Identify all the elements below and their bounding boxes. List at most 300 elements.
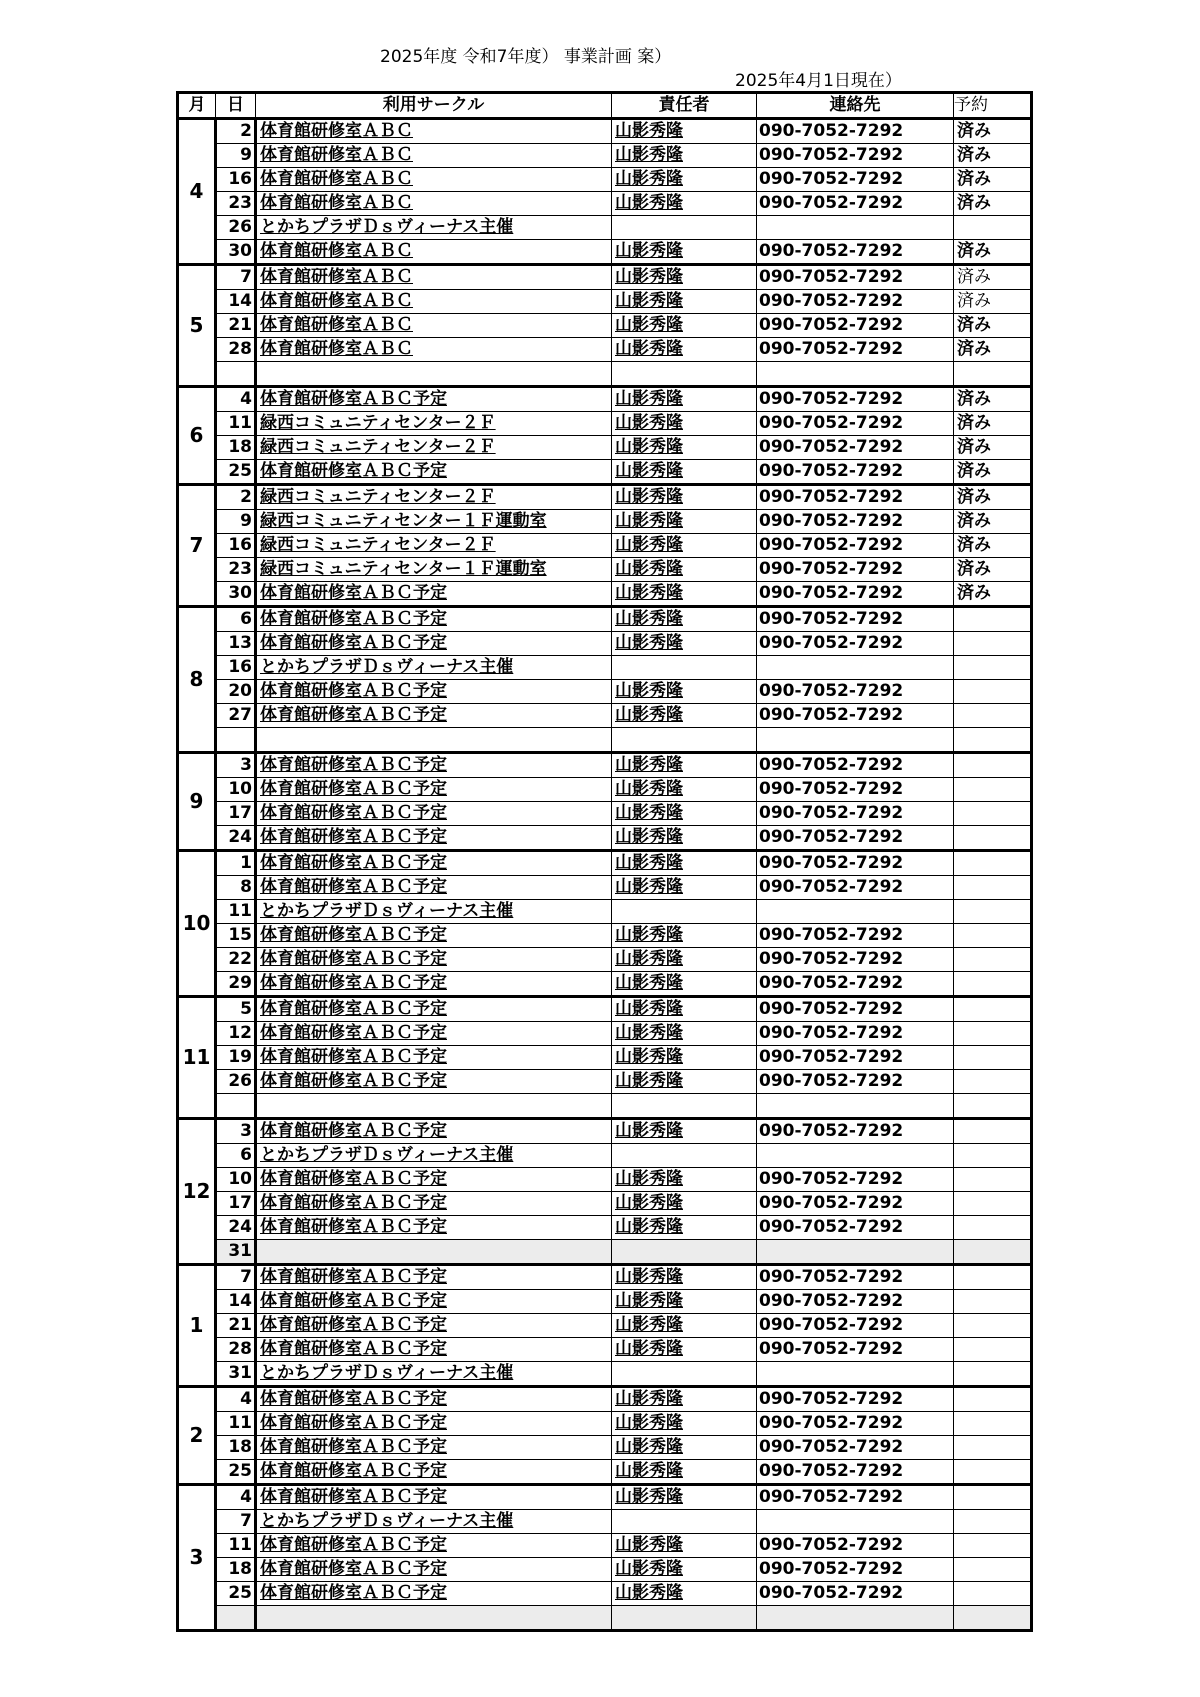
contact-cell: 090-7052-7292 <box>757 704 954 728</box>
reserve-cell <box>954 876 1032 900</box>
reserve-cell <box>954 1046 1032 1070</box>
circle-cell: 体育館研修室ＡＢＣ <box>256 290 612 314</box>
contact-cell <box>757 216 954 240</box>
day-cell <box>216 728 256 753</box>
circle-cell: 体育館研修室ＡＢＣ予定 <box>256 1436 612 1460</box>
contact-cell: 090-7052-7292 <box>757 1046 954 1070</box>
document-title: 2025年度 令和7年度） 事業計画 案） <box>380 47 672 67</box>
person-cell <box>612 1240 757 1265</box>
circle-cell: 体育館研修室ＡＢＣ予定 <box>256 1534 612 1558</box>
circle-cell: 体育館研修室ＡＢＣ予定 <box>256 1022 612 1046</box>
day-cell: 7 <box>216 265 256 290</box>
circle-cell: 体育館研修室ＡＢＣ予定 <box>256 753 612 778</box>
reserve-cell <box>954 607 1032 632</box>
schedule-body <box>178 119 1032 1631</box>
reserve-cell <box>954 997 1032 1022</box>
person-cell: 山影秀隆 <box>612 1022 757 1046</box>
day-cell: 18 <box>216 1558 256 1582</box>
circle-cell: 緑西コミュニティセンター１Ｆ運動室 <box>256 558 612 582</box>
circle-cell: 体育館研修室ＡＢＣ <box>256 240 612 265</box>
day-cell: 31 <box>216 1362 256 1387</box>
person-cell: 山影秀隆 <box>612 1314 757 1338</box>
day-cell: 28 <box>216 1338 256 1362</box>
table-row <box>178 851 1032 876</box>
person-cell: 山影秀隆 <box>612 460 757 485</box>
table-row <box>178 1144 1032 1168</box>
table-row <box>178 1582 1032 1606</box>
table-row <box>178 826 1032 851</box>
contact-cell: 090-7052-7292 <box>757 948 954 972</box>
reserve-cell <box>954 1485 1032 1510</box>
day-cell <box>216 1606 256 1631</box>
table-row <box>178 290 1032 314</box>
person-cell: 山影秀隆 <box>612 338 757 362</box>
table-row <box>178 1362 1032 1387</box>
day-cell: 14 <box>216 1290 256 1314</box>
circle-cell: 体育館研修室ＡＢＣ予定 <box>256 1265 612 1290</box>
contact-cell: 090-7052-7292 <box>757 826 954 851</box>
day-cell: 9 <box>216 144 256 168</box>
person-cell: 山影秀隆 <box>612 485 757 510</box>
reserve-cell: 済み <box>954 582 1032 607</box>
contact-cell: 090-7052-7292 <box>757 1192 954 1216</box>
reserve-cell <box>954 362 1032 387</box>
contact-cell <box>757 1510 954 1534</box>
table-row <box>178 1387 1032 1412</box>
day-cell: 27 <box>216 704 256 728</box>
reserve-cell <box>954 1240 1032 1265</box>
contact-cell: 090-7052-7292 <box>757 1119 954 1144</box>
day-cell: 12 <box>216 1022 256 1046</box>
contact-cell: 090-7052-7292 <box>757 436 954 460</box>
contact-cell: 090-7052-7292 <box>757 753 954 778</box>
reserve-cell: 済み <box>954 436 1032 460</box>
circle-cell: 体育館研修室ＡＢＣ <box>256 119 612 144</box>
circle-cell: 体育館研修室ＡＢＣ <box>256 168 612 192</box>
reserve-cell: 済み <box>954 387 1032 412</box>
table-row <box>178 412 1032 436</box>
contact-cell: 090-7052-7292 <box>757 1582 954 1606</box>
circle-cell: 体育館研修室ＡＢＣ予定 <box>256 1485 612 1510</box>
circle-cell: 体育館研修室ＡＢＣ予定 <box>256 997 612 1022</box>
circle-cell: 体育館研修室ＡＢＣ予定 <box>256 1338 612 1362</box>
contact-cell: 090-7052-7292 <box>757 240 954 265</box>
table-row <box>178 558 1032 582</box>
contact-cell: 090-7052-7292 <box>757 778 954 802</box>
reserve-cell <box>954 1412 1032 1436</box>
contact-cell: 090-7052-7292 <box>757 924 954 948</box>
table-row <box>178 387 1032 412</box>
header-day: 日 <box>216 93 256 119</box>
circle-cell: 緑西コミュニティセンター１Ｆ運動室 <box>256 510 612 534</box>
contact-cell: 090-7052-7292 <box>757 582 954 607</box>
day-cell: 28 <box>216 338 256 362</box>
person-cell: 山影秀隆 <box>612 1119 757 1144</box>
table-row <box>178 1436 1032 1460</box>
circle-cell: 体育館研修室ＡＢＣ予定 <box>256 778 612 802</box>
reserve-cell <box>954 1022 1032 1046</box>
table-row <box>178 1265 1032 1290</box>
month-cell: 3 <box>178 1485 216 1631</box>
reserve-cell <box>954 778 1032 802</box>
circle-cell <box>256 362 612 387</box>
table-row <box>178 900 1032 924</box>
person-cell: 山影秀隆 <box>612 948 757 972</box>
day-cell: 25 <box>216 460 256 485</box>
table-row <box>178 192 1032 216</box>
table-row <box>178 534 1032 558</box>
day-cell: 11 <box>216 412 256 436</box>
circle-cell: 体育館研修室ＡＢＣ予定 <box>256 876 612 900</box>
day-cell: 11 <box>216 900 256 924</box>
table-row <box>178 1046 1032 1070</box>
person-cell: 山影秀隆 <box>612 387 757 412</box>
circle-cell: 体育館研修室ＡＢＣ予定 <box>256 1168 612 1192</box>
reserve-cell: 済み <box>954 144 1032 168</box>
table-row <box>178 680 1032 704</box>
circle-cell: 体育館研修室ＡＢＣ予定 <box>256 924 612 948</box>
contact-cell: 090-7052-7292 <box>757 1314 954 1338</box>
table-row <box>178 632 1032 656</box>
contact-cell: 090-7052-7292 <box>757 680 954 704</box>
day-cell: 2 <box>216 119 256 144</box>
month-cell: 12 <box>178 1119 216 1265</box>
circle-cell: 体育館研修室ＡＢＣ予定 <box>256 1192 612 1216</box>
reserve-cell <box>954 1510 1032 1534</box>
day-cell: 3 <box>216 753 256 778</box>
person-cell <box>612 1510 757 1534</box>
circle-cell: 体育館研修室ＡＢＣ予定 <box>256 1070 612 1094</box>
table-row <box>178 1485 1032 1510</box>
reserve-cell <box>954 1558 1032 1582</box>
circle-cell: 体育館研修室ＡＢＣ予定 <box>256 1582 612 1606</box>
contact-cell: 090-7052-7292 <box>757 1338 954 1362</box>
reserve-cell: 済み <box>954 290 1032 314</box>
person-cell: 山影秀隆 <box>612 1485 757 1510</box>
day-cell: 26 <box>216 1070 256 1094</box>
reserve-cell: 済み <box>954 265 1032 290</box>
circle-cell: 体育館研修室ＡＢＣ予定 <box>256 802 612 826</box>
reserve-cell <box>954 1168 1032 1192</box>
circle-cell <box>256 728 612 753</box>
header-person: 責任者 <box>612 93 757 119</box>
circle-cell: 体育館研修室ＡＢＣ予定 <box>256 1314 612 1338</box>
table-row <box>178 436 1032 460</box>
person-cell: 山影秀隆 <box>612 851 757 876</box>
table-row <box>178 1412 1032 1436</box>
day-cell: 8 <box>216 876 256 900</box>
person-cell: 山影秀隆 <box>612 558 757 582</box>
day-cell: 17 <box>216 802 256 826</box>
circle-cell: 体育館研修室ＡＢＣ予定 <box>256 1290 612 1314</box>
day-cell: 26 <box>216 216 256 240</box>
header-circle: 利用サークル <box>256 93 612 119</box>
reserve-cell: 済み <box>954 119 1032 144</box>
reserve-cell <box>954 216 1032 240</box>
person-cell: 山影秀隆 <box>612 1534 757 1558</box>
circle-cell: 体育館研修室ＡＢＣ予定 <box>256 1412 612 1436</box>
table-row <box>178 704 1032 728</box>
month-cell: 10 <box>178 851 216 997</box>
day-cell: 24 <box>216 1216 256 1240</box>
table-row <box>178 216 1032 240</box>
table-row <box>178 362 1032 387</box>
person-cell: 山影秀隆 <box>612 1338 757 1362</box>
contact-cell: 090-7052-7292 <box>757 558 954 582</box>
table-row <box>178 1192 1032 1216</box>
person-cell: 山影秀隆 <box>612 1216 757 1240</box>
contact-cell: 090-7052-7292 <box>757 290 954 314</box>
person-cell: 山影秀隆 <box>612 607 757 632</box>
person-cell <box>612 1144 757 1168</box>
contact-cell <box>757 1606 954 1631</box>
day-cell: 17 <box>216 1192 256 1216</box>
circle-cell: 体育館研修室ＡＢＣ予定 <box>256 1119 612 1144</box>
contact-cell: 090-7052-7292 <box>757 1534 954 1558</box>
day-cell: 2 <box>216 485 256 510</box>
reserve-cell <box>954 632 1032 656</box>
day-cell: 4 <box>216 1485 256 1510</box>
reserve-cell <box>954 1436 1032 1460</box>
day-cell: 7 <box>216 1510 256 1534</box>
header-row <box>178 93 1032 119</box>
table-row <box>178 1460 1032 1485</box>
table-row <box>178 802 1032 826</box>
day-cell: 19 <box>216 1046 256 1070</box>
reserve-cell <box>954 728 1032 753</box>
person-cell: 山影秀隆 <box>612 1046 757 1070</box>
contact-cell: 090-7052-7292 <box>757 876 954 900</box>
contact-cell: 090-7052-7292 <box>757 972 954 997</box>
person-cell <box>612 362 757 387</box>
table-row <box>178 753 1032 778</box>
reserve-cell <box>954 1094 1032 1119</box>
reserve-cell <box>954 802 1032 826</box>
person-cell: 山影秀隆 <box>612 1265 757 1290</box>
contact-cell <box>757 900 954 924</box>
person-cell: 山影秀隆 <box>612 1290 757 1314</box>
person-cell: 山影秀隆 <box>612 1168 757 1192</box>
person-cell <box>612 1606 757 1631</box>
circle-cell: とかちプラザＤｓヴィーナス主催 <box>256 656 612 680</box>
header-contact: 連絡先 <box>757 93 954 119</box>
contact-cell: 090-7052-7292 <box>757 485 954 510</box>
reserve-cell: 済み <box>954 485 1032 510</box>
circle-cell: とかちプラザＤｓヴィーナス主催 <box>256 216 612 240</box>
person-cell: 山影秀隆 <box>612 924 757 948</box>
circle-cell: 体育館研修室ＡＢＣ予定 <box>256 1460 612 1485</box>
person-cell: 山影秀隆 <box>612 1582 757 1606</box>
circle-cell: とかちプラザＤｓヴィーナス主催 <box>256 1362 612 1387</box>
day-cell: 18 <box>216 1436 256 1460</box>
reserve-cell <box>954 900 1032 924</box>
reserve-cell: 済み <box>954 168 1032 192</box>
day-cell: 16 <box>216 534 256 558</box>
contact-cell: 090-7052-7292 <box>757 1460 954 1485</box>
table-row <box>178 997 1032 1022</box>
circle-cell: 体育館研修室ＡＢＣ <box>256 265 612 290</box>
contact-cell <box>757 1094 954 1119</box>
reserve-cell: 済み <box>954 510 1032 534</box>
circle-cell <box>256 1094 612 1119</box>
contact-cell: 090-7052-7292 <box>757 1387 954 1412</box>
contact-cell: 090-7052-7292 <box>757 1265 954 1290</box>
reserve-cell: 済み <box>954 460 1032 485</box>
contact-cell: 090-7052-7292 <box>757 1558 954 1582</box>
person-cell: 山影秀隆 <box>612 265 757 290</box>
person-cell: 山影秀隆 <box>612 582 757 607</box>
day-cell: 30 <box>216 240 256 265</box>
table-row <box>178 924 1032 948</box>
day-cell: 25 <box>216 1582 256 1606</box>
person-cell: 山影秀隆 <box>612 1436 757 1460</box>
table-row <box>178 607 1032 632</box>
circle-cell: 体育館研修室ＡＢＣ <box>256 314 612 338</box>
reserve-cell <box>954 1460 1032 1485</box>
contact-cell <box>757 362 954 387</box>
table-row <box>178 1534 1032 1558</box>
circle-cell: 体育館研修室ＡＢＣ予定 <box>256 387 612 412</box>
contact-cell: 090-7052-7292 <box>757 314 954 338</box>
reserve-cell <box>954 1338 1032 1362</box>
day-cell <box>216 1094 256 1119</box>
circle-cell: 体育館研修室ＡＢＣ予定 <box>256 632 612 656</box>
reserve-cell <box>954 1290 1032 1314</box>
day-cell: 9 <box>216 510 256 534</box>
reserve-cell: 済み <box>954 534 1032 558</box>
day-cell: 10 <box>216 778 256 802</box>
table-row <box>178 778 1032 802</box>
circle-cell: 体育館研修室ＡＢＣ予定 <box>256 460 612 485</box>
table-row <box>178 485 1032 510</box>
month-cell: 9 <box>178 753 216 851</box>
contact-cell <box>757 1144 954 1168</box>
header-reserve: 予約 <box>954 93 1032 119</box>
reserve-cell <box>954 1534 1032 1558</box>
contact-cell: 090-7052-7292 <box>757 632 954 656</box>
table-row <box>178 1606 1032 1631</box>
reserve-cell: 済み <box>954 558 1032 582</box>
table-row <box>178 1240 1032 1265</box>
contact-cell: 090-7052-7292 <box>757 1022 954 1046</box>
day-cell: 4 <box>216 387 256 412</box>
contact-cell: 090-7052-7292 <box>757 168 954 192</box>
person-cell: 山影秀隆 <box>612 412 757 436</box>
day-cell <box>216 362 256 387</box>
person-cell: 山影秀隆 <box>612 778 757 802</box>
table-row <box>178 972 1032 997</box>
month-cell: 7 <box>178 485 216 607</box>
day-cell: 16 <box>216 656 256 680</box>
table-row <box>178 1094 1032 1119</box>
circle-cell: とかちプラザＤｓヴィーナス主催 <box>256 900 612 924</box>
table-row <box>178 876 1032 900</box>
reserve-cell <box>954 1119 1032 1144</box>
reserve-cell <box>954 1606 1032 1631</box>
month-cell: 11 <box>178 997 216 1119</box>
reserve-cell: 済み <box>954 412 1032 436</box>
contact-cell: 090-7052-7292 <box>757 387 954 412</box>
table-row <box>178 119 1032 144</box>
circle-cell: 体育館研修室ＡＢＣ予定 <box>256 704 612 728</box>
circle-cell: 体育館研修室ＡＢＣ予定 <box>256 948 612 972</box>
circle-cell: 体育館研修室ＡＢＣ <box>256 144 612 168</box>
reserve-cell <box>954 1314 1032 1338</box>
table-row <box>178 265 1032 290</box>
person-cell: 山影秀隆 <box>612 436 757 460</box>
person-cell: 山影秀隆 <box>612 144 757 168</box>
day-cell: 16 <box>216 168 256 192</box>
reserve-cell <box>954 1192 1032 1216</box>
table-row <box>178 1022 1032 1046</box>
person-cell: 山影秀隆 <box>612 1387 757 1412</box>
table-row <box>178 728 1032 753</box>
day-cell: 24 <box>216 826 256 851</box>
contact-cell: 090-7052-7292 <box>757 997 954 1022</box>
day-cell: 11 <box>216 1412 256 1436</box>
table-row <box>178 1510 1032 1534</box>
contact-cell: 090-7052-7292 <box>757 607 954 632</box>
table-row <box>178 338 1032 362</box>
person-cell: 山影秀隆 <box>612 753 757 778</box>
day-cell: 5 <box>216 997 256 1022</box>
person-cell: 山影秀隆 <box>612 802 757 826</box>
table-row <box>178 948 1032 972</box>
table-row <box>178 144 1032 168</box>
circle-cell: 体育館研修室ＡＢＣ予定 <box>256 1216 612 1240</box>
person-cell: 山影秀隆 <box>612 1460 757 1485</box>
as-of-date: 2025年4月1日現在） <box>735 71 902 91</box>
day-cell: 18 <box>216 436 256 460</box>
table-row <box>178 1290 1032 1314</box>
day-cell: 21 <box>216 1314 256 1338</box>
person-cell <box>612 216 757 240</box>
circle-cell: 体育館研修室ＡＢＣ <box>256 338 612 362</box>
table-row <box>178 1338 1032 1362</box>
circle-cell: 体育館研修室ＡＢＣ予定 <box>256 972 612 997</box>
day-cell: 14 <box>216 290 256 314</box>
day-cell: 21 <box>216 314 256 338</box>
person-cell: 山影秀隆 <box>612 997 757 1022</box>
day-cell: 25 <box>216 1460 256 1485</box>
table-row <box>178 1216 1032 1240</box>
circle-cell: とかちプラザＤｓヴィーナス主催 <box>256 1144 612 1168</box>
month-cell: 1 <box>178 1265 216 1387</box>
person-cell: 山影秀隆 <box>612 192 757 216</box>
table-row <box>178 168 1032 192</box>
contact-cell <box>757 1362 954 1387</box>
day-cell: 4 <box>216 1387 256 1412</box>
schedule-table <box>176 91 1033 1632</box>
circle-cell: 体育館研修室ＡＢＣ予定 <box>256 1046 612 1070</box>
person-cell: 山影秀隆 <box>612 1070 757 1094</box>
contact-cell: 090-7052-7292 <box>757 1290 954 1314</box>
circle-cell: 緑西コミュニティセンター２Ｆ <box>256 534 612 558</box>
contact-cell: 090-7052-7292 <box>757 144 954 168</box>
reserve-cell <box>954 1265 1032 1290</box>
circle-cell: 体育館研修室ＡＢＣ予定 <box>256 582 612 607</box>
contact-cell: 090-7052-7292 <box>757 851 954 876</box>
day-cell: 22 <box>216 948 256 972</box>
table-row <box>178 656 1032 680</box>
circle-cell: 緑西コミュニティセンター２Ｆ <box>256 412 612 436</box>
circle-cell: 体育館研修室ＡＢＣ予定 <box>256 1387 612 1412</box>
person-cell: 山影秀隆 <box>612 680 757 704</box>
contact-cell: 090-7052-7292 <box>757 338 954 362</box>
table-row <box>178 1070 1032 1094</box>
contact-cell: 090-7052-7292 <box>757 802 954 826</box>
circle-cell: 体育館研修室ＡＢＣ予定 <box>256 851 612 876</box>
